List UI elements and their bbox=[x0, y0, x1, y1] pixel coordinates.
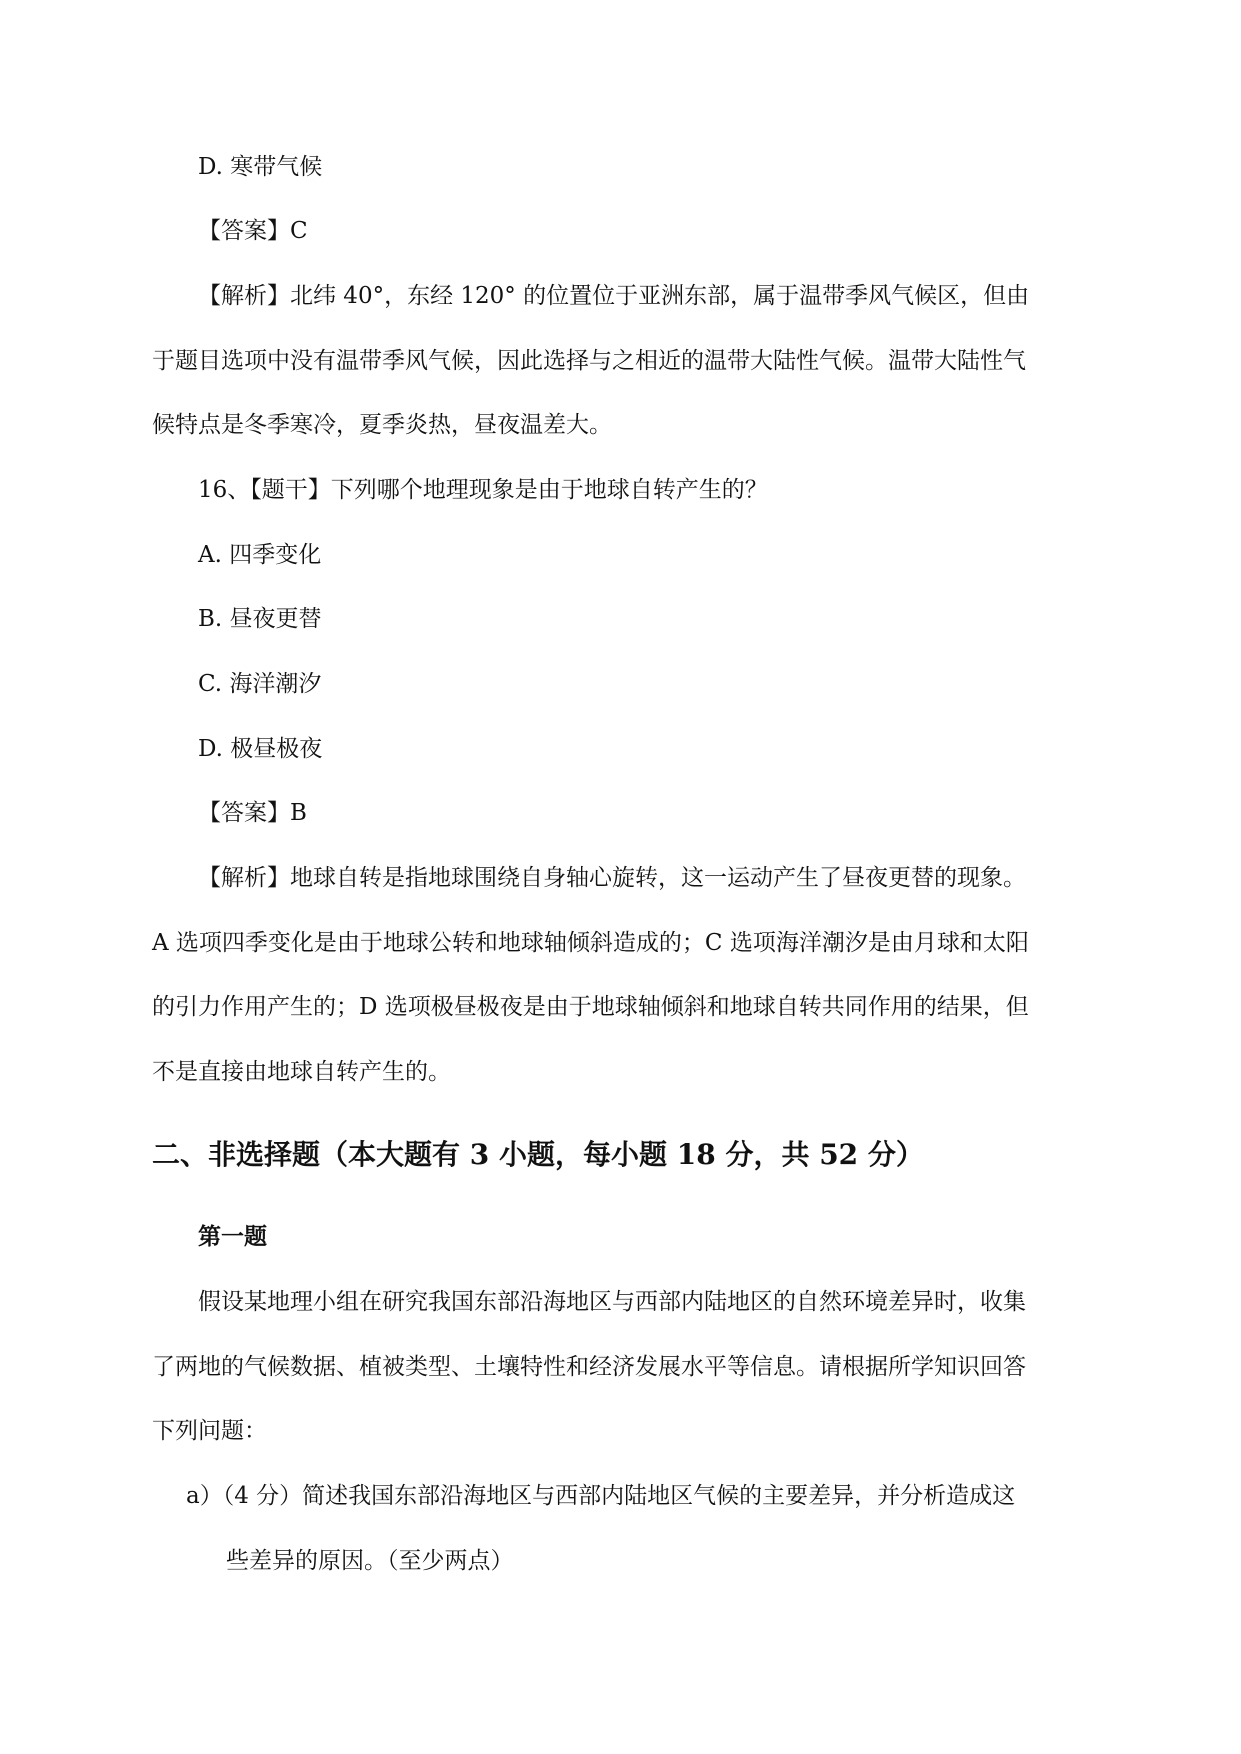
question-1-heading: 第一题 bbox=[198, 1223, 267, 1250]
question-1-stem-line-1: 假设某地理小组在研究我国东部沿海地区与西部内陆地区的自然环境差异时，收集 bbox=[198, 1289, 1026, 1315]
q16-option-b: B. 昼夜更替 bbox=[198, 606, 322, 632]
q15-analysis-line-1: 【解析】北纬 40°，东经 120° 的位置位于亚洲东部，属于温带季风气候区，但由 bbox=[198, 283, 1030, 309]
q15-analysis-line-2: 于题目选项中没有温带季风气候，因此选择与之相近的温带大陆性气候。温带大陆性气 bbox=[152, 348, 1026, 374]
q15-option-d: D. 寒带气候 bbox=[198, 154, 323, 180]
section-2-title: 二、非选择题（本大题有 3 小题，每小题 18 分，共 52 分） bbox=[152, 1138, 924, 1171]
q15-answer: 【答案】C bbox=[198, 218, 308, 244]
q16-analysis-line-1: 【解析】地球自转是指地球围绕自身轴心旋转，这一运动产生了昼夜更替的现象。 bbox=[198, 865, 1026, 891]
q16-analysis-line-4: 不是直接由地球自转产生的。 bbox=[152, 1059, 451, 1085]
q16-answer: 【答案】B bbox=[198, 800, 307, 826]
q16-option-d: D. 极昼极夜 bbox=[198, 736, 323, 762]
question-1-stem-line-3: 下列问题： bbox=[152, 1418, 267, 1444]
q16-option-a: A. 四季变化 bbox=[198, 542, 322, 568]
q16-analysis-line-2: A 选项四季变化是由于地球公转和地球轴倾斜造成的；C 选项海洋潮汐是由月球和太阳 bbox=[152, 930, 1029, 956]
question-1-stem-line-2: 了两地的气候数据、植被类型、土壤特性和经济发展水平等信息。请根据所学知识回答 bbox=[152, 1354, 1026, 1380]
q16-option-c: C. 海洋潮汐 bbox=[198, 671, 322, 697]
question-1-sub-a-line-1: a）（4 分）简述我国东部沿海地区与西部内陆地区气候的主要差异，并分析造成这 bbox=[186, 1483, 1016, 1509]
q16-stem: 16、【题干】下列哪个地理现象是由于地球自转产生的？ bbox=[198, 477, 768, 503]
question-1-sub-a-line-2: 些差异的原因。（至少两点） bbox=[226, 1548, 514, 1574]
q16-analysis-line-3: 的引力作用产生的；D 选项极昼极夜是由于地球轴倾斜和地球自转共同作用的结果，但 bbox=[152, 994, 1029, 1020]
q15-analysis-line-3: 候特点是冬季寒冷，夏季炎热，昼夜温差大。 bbox=[152, 412, 612, 438]
